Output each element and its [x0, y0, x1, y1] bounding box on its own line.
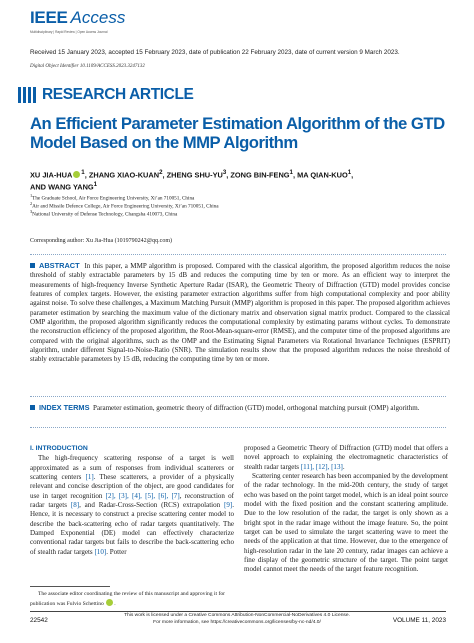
body-column-left	[30, 444, 234, 557]
author-name: , ZHENG SHU-YU	[162, 170, 223, 180]
index-terms-text: Parameter estimation, geometric theory of diffraction (GTD) model, orthogonal matching pursuit (OMP) algorithm.	[93, 404, 420, 412]
intro-paragraph-continued: proposed a Geometric Theory of Diffraction (GTD) model that offers a novel approach to explaining the electromagnetic characteristics of stealth radar targets [11], [12], [13].	[244, 444, 448, 471]
author-name: , MA QIAN-KUO	[292, 170, 348, 180]
corresponding-author: Corresponding author: Xu Jia-Hua (1019790242@qq.com)	[30, 238, 173, 244]
author-name: , ZONG BIN-FENG	[226, 170, 290, 180]
orcid-icon[interactable]	[106, 599, 113, 606]
affiliation-sup: 2	[30, 201, 33, 206]
orcid-icon[interactable]	[73, 171, 80, 178]
footnote-rule	[30, 586, 110, 587]
license-line-1: This work is licensed under a Creative Commons Attribution-NonCommercial-NoDerivatives 4.0 License.	[124, 613, 350, 618]
affiliation-text: The Graduate School, Air Force Engineering University, Xi’an 710051, China	[32, 195, 195, 202]
article-type-label: RESEARCH ARTICLE	[42, 86, 194, 103]
author-affil-sup: 1	[347, 169, 352, 176]
intro-paragraph-2: Scattering center research has been accompanied by the development of the radar technology. In the mid-20th century, the study of target echo was based on the point target model, which is an ideal point source model with the fixed position and the constant scattering amplitude. Due to the low resolution of the radar, the target is only shown as a bright spot in the radar image without the image feature. So, the point target can be used to simulate the target scattering wave to meet the needs of the application at that time. However, due to the emergence of high-resolution radar in the late 20 century, radar images can achieve a fine display of the geometric structure of the target. The point target model cannot meet the needs of the target feature recognition.	[244, 472, 448, 574]
index-terms-heading: INDEX TERMS	[39, 403, 90, 412]
journal-logo	[30, 8, 126, 34]
journal-name-bold: IEEE	[30, 8, 68, 27]
citation-link[interactable]: [2], [3], [4], [5], [6], [7]	[105, 491, 180, 500]
citation-link[interactable]: [11], [12], [13]	[300, 462, 343, 471]
banner-bars-icon	[18, 87, 36, 103]
intro-paragraph-1: The high-frequency scattering response of a target is well approximated as a sum of responses from individual scatterers or scattering centers [1]. These scatterers, a provider of a physically relevant and concise description of the object, are good candidates for use in target recognition [2], [3], [4], [5], [6], [7], reconstruction of radar targets [8], and Radar-Cross-Section (RCS) extrapolation [9]. Hence, it is necessary to construct a precise scattering center model to describe the back-scattering echo of radar targets quantitatively. The Damped Exponential (DE) model can effectively characterize conventional radar targets but fails to describe the back-scattering echo of stealth radar targets [10]. Potter	[30, 454, 235, 556]
author-affil-sup: 2	[159, 169, 163, 176]
affiliation-sup: 1	[30, 193, 33, 198]
author-separator: ,	[351, 170, 354, 180]
journal-tagline: Multidisciplinary | Rapid Review | Open Access Journal	[30, 30, 108, 34]
divider-middle	[30, 396, 446, 397]
divider-top	[30, 254, 446, 255]
license-link[interactable]: For more information, see https://creativecommons.org/licenses/by-nc-nd/4.0/	[153, 619, 321, 625]
publication-dates: Received 15 January 2023, accepted 15 February 2023, date of publication 22 February 2023, date of current version 9 March 2023.	[30, 49, 400, 56]
author-name: XU JIA-HUA	[30, 170, 73, 180]
divider-bottom	[30, 427, 446, 428]
index-square-icon	[30, 405, 35, 410]
author-affil-sup: 3	[222, 169, 227, 176]
section-heading: I. INTRODUCTION	[30, 445, 88, 452]
abstract	[30, 261, 450, 365]
footer-rule	[30, 611, 446, 612]
doi-line[interactable]: Digital Object Identifier 10.1109/ACCESS.2023.3247132	[30, 64, 145, 69]
affiliation-3	[30, 209, 460, 218]
article-type-banner	[18, 84, 193, 106]
abstract-square-icon	[30, 263, 35, 268]
page-number: 22542	[30, 617, 48, 624]
affiliation-text: Air and Missile Defence College, Air Force Engineering University, Xi’an 710051, China	[32, 203, 219, 210]
citation-link[interactable]: [9]	[224, 501, 233, 510]
editor-note: The associate editor coordinating the review of this manuscript and approving it for publication was Fulvio Schettino .	[30, 591, 226, 607]
citation-link[interactable]: [1]	[85, 473, 94, 482]
citation-link[interactable]: [8]	[70, 501, 80, 510]
author-list	[30, 168, 460, 192]
body-column-right	[244, 444, 448, 575]
abstract-text: In this paper, a MMP algorithm is proposed. Compared with the classical algorithm, the proposed algorithm reduces the noise threshold of stably extractable parameters by 15 dB and reduces the computing time by ten or more. As an efficient way to interpret the measurements of high-frequency Inverse Synthetic Aperture Radar (ISAR), the Geometric Theory of Diffraction (GTD) model provides concise features of complex targets. However, the existing parameter extraction algorithms suffer from high computational complexity and poor ability against noise. To solve these challenges, a Maximum Matching Pursuit (MMP) algorithm is proposed in this paper. The proposed algorithm achieves parameter estimation by searching the maximum value of the dictionary matrix and observation signal matrix product. Compared to the classical OMP algorithm, the proposed algorithm significantly reduces the computational complexity by estimating params without cycles. To demonstrate the reconstruction efficiency of the proposed algorithm, the Root-Mean-square-error (RMSE), and the computer time of the proposed algorithms are compared with the original algorithms, such as the OMP and the Estimating Signal Parameters via Rotational Invariance Techniques (ESPRIT) algorithm, under different Signal-to-Noise-Ratio (SNR). The simulation results show that the proposed algorithm reduces the noise threshold of stably extractable parameters by 15 dB, reducing the computing time by ten or more.	[30, 262, 450, 364]
abstract-heading: ABSTRACT	[39, 261, 80, 270]
affiliation-text: National University of Defense Technology, Changsha 410073, China	[32, 211, 178, 218]
paper-title: An Efficient Parameter Estimation Algorithm of the GTD Model Based on the MMP Algorithm	[30, 114, 445, 152]
author-affil-sup: 1	[289, 169, 293, 176]
citation-link[interactable]: [10]	[94, 547, 107, 556]
author-affil-sup: 1	[81, 169, 85, 176]
journal-name-italic: Access	[70, 8, 126, 27]
volume-label: VOLUME 11, 2023	[392, 617, 446, 624]
author-affil-sup: 1	[93, 181, 98, 189]
author-name: AND WANG YANG	[30, 182, 94, 192]
affiliation-sup: 3	[30, 209, 33, 214]
index-terms	[30, 403, 450, 413]
author-name: , ZHANG XIAO-KUAN	[84, 170, 160, 180]
